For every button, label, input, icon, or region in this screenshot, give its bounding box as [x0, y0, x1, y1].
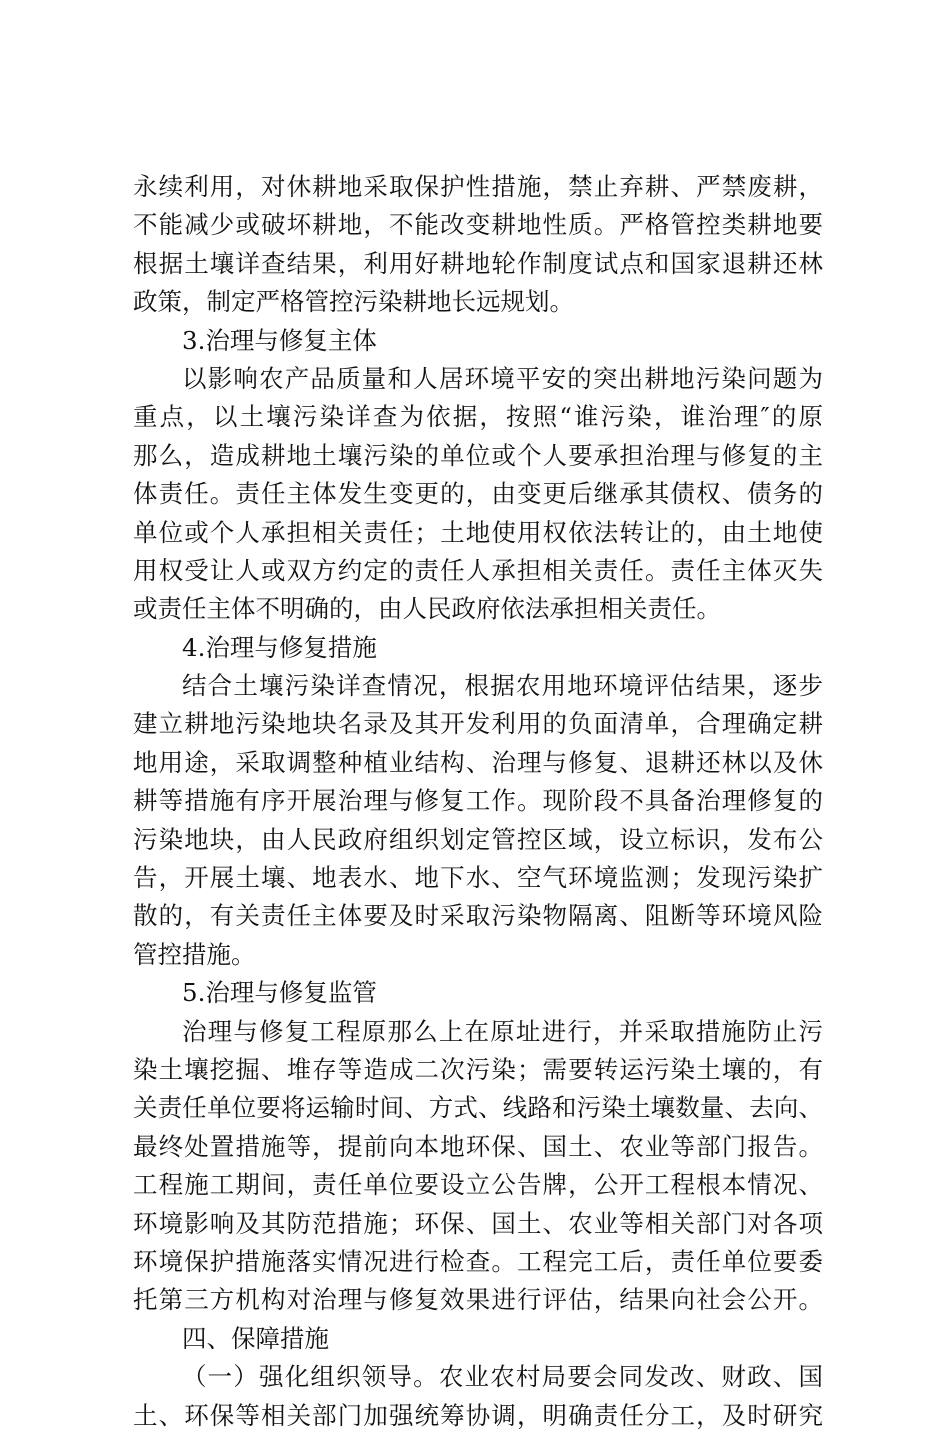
section-heading: 四、保障措施 — [182, 1323, 329, 1353]
paragraph-line: 单位或个人承担相关责任；土地使用权依法转让的，由土地使 — [133, 517, 823, 547]
paragraph-line: 不能减少或破坏耕地，不能改变耕地性质。严格管控类耕地要 — [133, 210, 823, 240]
paragraph-line: 那么，造成耕地土壤污染的单位或个人要承担治理与修复的主 — [133, 440, 823, 470]
paragraph-line: 环境保护措施落实情况进行检查。工程完工后，责任单位要委 — [133, 1246, 823, 1276]
section-heading: 5.治理与修复监管 — [182, 978, 377, 1008]
paragraph-line: 治理与修复工程原那么上在原址进行，并采取措施防止污 — [182, 1016, 823, 1046]
paragraph-line: 托第三方机构对治理与修复效果进行评估，结果向社会公开。 — [133, 1285, 823, 1315]
paragraph-line: 结合土壤污染详查情况，根据农用地环境评估结果，逐步 — [182, 671, 823, 701]
paragraph-line: 永续利用，对休耕地采取保护性措施，禁止弃耕、严禁废耕， — [133, 172, 823, 201]
paragraph-line: 污染地块，由人民政府组织划定管控区域，设立标识，发布公 — [133, 824, 823, 854]
paragraph-line: 政策，制定严格管控污染耕地长远规划。 — [133, 287, 574, 317]
paragraph-line: 环境影响及其防范措施；环保、国土、农业等相关部门对各项 — [133, 1208, 823, 1238]
paragraph-line: 体责任。责任主体发生变更的，由变更后继承其债权、债务的 — [133, 479, 823, 509]
paragraph-line: 染土壤挖掘、堆存等造成二次污染；需要转运污染土壤的，有 — [133, 1054, 823, 1084]
paragraph-line: 土、环保等相关部门加强统筹协调，明确责任分工，及时研究 — [133, 1400, 823, 1430]
paragraph-line: 重点，以土壤污染详查为依据，按照“谁污染，谁治理″的原 — [133, 402, 823, 432]
paragraph-line: 用权受让人或双方约定的责任人承担相关责任。责任主体灭失 — [133, 555, 823, 585]
paragraph-line: 最终处置措施等，提前向本地环保、国土、农业等部门报告。 — [133, 1131, 823, 1161]
paragraph-line: 关责任单位要将运输时间、方式、线路和污染土壤数量、去向、 — [133, 1093, 823, 1123]
paragraph-line: （一）强化组织领导。农业农村局要会同发改、财政、国 — [182, 1362, 823, 1392]
paragraph-line: 散的，有关责任主体要及时采取污染物隔离、阻断等环境风险 — [133, 901, 823, 931]
paragraph-line: 以影响农产品质量和人居环境平安的突出耕地污染问题为 — [182, 363, 823, 393]
paragraph-line: 或责任主体不明确的，由人民政府依法承担相关责任。 — [133, 594, 721, 624]
paragraph-line: 管控措施。 — [133, 939, 256, 969]
paragraph-line: 告，开展土壤、地表水、地下水、空气环境监测；发现污染扩 — [133, 863, 823, 893]
paragraph-line: 地用途，采取调整种植业结构、治理与修复、退耕还林以及休 — [133, 747, 823, 777]
paragraph-line: 建立耕地污染地块名录及其开发利用的负面清单，合理确定耕 — [133, 709, 823, 739]
document-page — [133, 168, 823, 1435]
paragraph-line: 耕等措施有序开展治理与修复工作。现阶段不具备治理修复的 — [133, 786, 823, 816]
paragraph-line: 工程施工期间，责任单位要设立公告牌，公开工程根本情况、 — [133, 1170, 823, 1200]
section-heading: 3.治理与修复主体 — [182, 325, 377, 355]
section-heading: 4.治理与修复措施 — [182, 632, 377, 662]
paragraph-line: 根据土壤详查结果，利用好耕地轮作制度试点和国家退耕还林 — [133, 248, 823, 278]
